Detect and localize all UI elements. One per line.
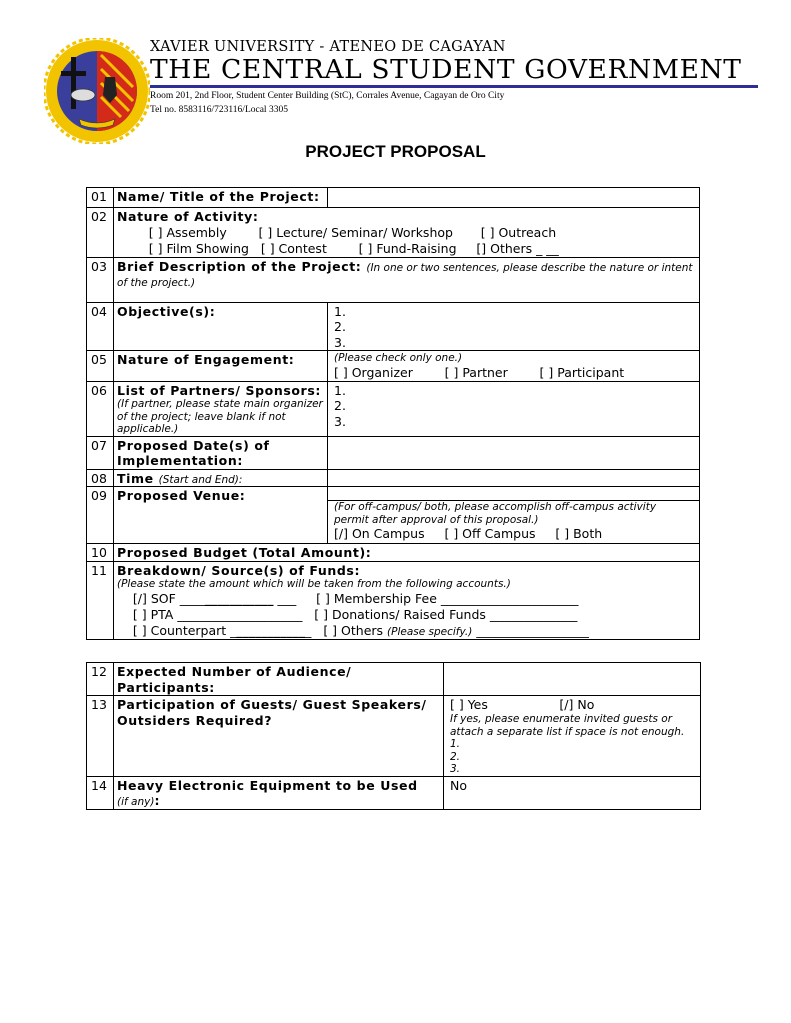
field-label: Objective(s): — [114, 302, 328, 351]
field-note: (If partner, please state main organizer of the project; leave blank if not applicable.) — [117, 398, 323, 435]
header-rule — [150, 85, 758, 88]
row-number: 01 — [87, 188, 114, 208]
row-number: 11 — [87, 561, 114, 639]
row-expected-audience — [87, 663, 701, 696]
row-partners-sponsors — [87, 381, 700, 436]
csg-seal-logo — [44, 38, 150, 144]
proposed-dates-field[interactable] — [328, 436, 700, 469]
activity-options-line-1[interactable]: [ ] Assembly [ ] Lecture/ Seminar/ Workshop [ ] Outreach — [117, 224, 557, 240]
field-label: Heavy Electronic Equipment to be Used — [117, 777, 418, 793]
list-item: 1. — [450, 738, 461, 750]
row-number: 12 — [87, 663, 114, 696]
activity-options-line-2[interactable]: [ ] Film Showing [ ] Contest [ ] Fund-Raising [] Others _ __ — [117, 240, 559, 256]
row-number: 08 — [87, 469, 114, 487]
row-number: 04 — [87, 302, 114, 351]
field-label: Expected Number of Audience/ Participants: — [114, 663, 444, 696]
guest-options[interactable]: [ ] Yes [/] No — [450, 697, 595, 712]
list-item: 2. — [334, 398, 346, 413]
field-label: List of Partners/ Sponsors: — [117, 382, 321, 398]
row-number: 10 — [87, 544, 114, 562]
list-item: 3. — [334, 334, 346, 350]
row-number: 14 — [87, 776, 114, 809]
list-item: 1. — [334, 303, 346, 319]
field-note: (For off-campus/ both, please accomplish off-campus activity permit after approval of this proposal.) — [334, 501, 657, 526]
field-label: Breakdown/ Source(s) of Funds: — [117, 562, 361, 578]
field-label: Proposed Budget (Total Amount): — [114, 544, 700, 562]
row-number: 07 — [87, 436, 114, 469]
row-number: 02 — [87, 208, 114, 258]
list-item: 3. — [450, 763, 461, 775]
field-note: (Please check only one.) — [334, 352, 463, 364]
venue-field[interactable] — [328, 487, 699, 501]
brief-description-field[interactable] — [114, 257, 700, 302]
list-item: 2. — [334, 319, 346, 334]
field-note: (Please state the amount which will be taken from the following accounts.) — [117, 578, 511, 590]
field-note: (In one or two sentences, please describe the nature or intent of the project.) — [117, 261, 693, 289]
expected-audience-field[interactable] — [444, 663, 701, 696]
row-guest-participation — [87, 696, 701, 777]
row-number: 06 — [87, 381, 114, 436]
fund-line-3[interactable]: [ ] Counterpart _____________ [ ] Others (Please specify.) __________________ — [117, 622, 589, 638]
page-title: PROJECT PROPOSAL — [305, 142, 486, 161]
row-number: 05 — [87, 351, 114, 382]
row-nature-of-activity — [87, 208, 700, 258]
list-item: 1. — [334, 382, 346, 398]
fund-line-2[interactable]: [ ] PTA ____________________ [ ] Donations/ Raised Funds ______________ — [117, 606, 578, 622]
field-label: Time — [117, 470, 159, 486]
row-proposed-venue — [87, 487, 700, 544]
project-title-field[interactable] — [328, 188, 700, 208]
field-label: Participation of Guests/ Guest Speakers/ Outsiders Required? — [114, 696, 444, 777]
field-colon: : — [154, 793, 161, 808]
field-label: Proposed Venue: — [114, 487, 328, 544]
fund-line-1[interactable]: [/] SOF _______________ ___ [ ] Membership Fee ______________________ — [117, 590, 579, 606]
audience-equipment-table — [86, 662, 701, 810]
row-proposed-dates — [87, 436, 700, 469]
org-telephone: Tel no. 8583116/723116/Local 3305 — [150, 105, 288, 115]
list-item: 2. — [450, 750, 461, 763]
proposal-form-table — [86, 187, 700, 640]
objectives-field[interactable] — [328, 302, 700, 351]
list-item: 3. — [334, 413, 346, 429]
row-time — [87, 469, 700, 487]
row-proposed-budget — [87, 544, 700, 562]
field-note: (Start and End): — [158, 473, 243, 486]
engagement-options[interactable]: [ ] Organizer [ ] Partner [ ] Participant — [334, 364, 625, 380]
row-number: 09 — [87, 487, 114, 544]
row-brief-description — [87, 257, 700, 302]
row-heavy-equipment — [87, 776, 701, 809]
field-label: Name/ Title of the Project: — [114, 188, 328, 208]
row-number: 13 — [87, 696, 114, 777]
row-fund-breakdown — [87, 561, 700, 639]
row-number: 03 — [87, 257, 114, 302]
org-name: THE CENTRAL STUDENT GOVERNMENT — [150, 54, 742, 85]
row-objectives — [87, 302, 700, 351]
field-label: Nature of Engagement: — [114, 351, 328, 382]
field-note: If yes, please enumerate invited guests or attach a separate list if space is not enough. — [450, 713, 685, 738]
row-nature-of-engagement — [87, 351, 700, 382]
venue-options[interactable]: [/] On Campus [ ] Off Campus [ ] Both — [334, 526, 603, 541]
partners-field[interactable] — [328, 381, 700, 436]
field-label: Brief Description of the Project: — [117, 258, 367, 274]
field-label: Nature of Activity: — [117, 209, 259, 224]
field-note: (if any) — [117, 796, 155, 808]
row-project-title — [87, 188, 700, 208]
heavy-equipment-field[interactable]: No — [444, 776, 701, 809]
university-name: XAVIER UNIVERSITY - ATENEO DE CAGAYAN — [150, 39, 506, 55]
field-label: Proposed Date(s) of Implementation: — [114, 436, 328, 469]
org-address: Room 201, 2nd Floor, Student Center Building (StC), Corrales Avenue, Cagayan de Oro City — [150, 91, 505, 101]
time-field[interactable] — [328, 469, 700, 487]
